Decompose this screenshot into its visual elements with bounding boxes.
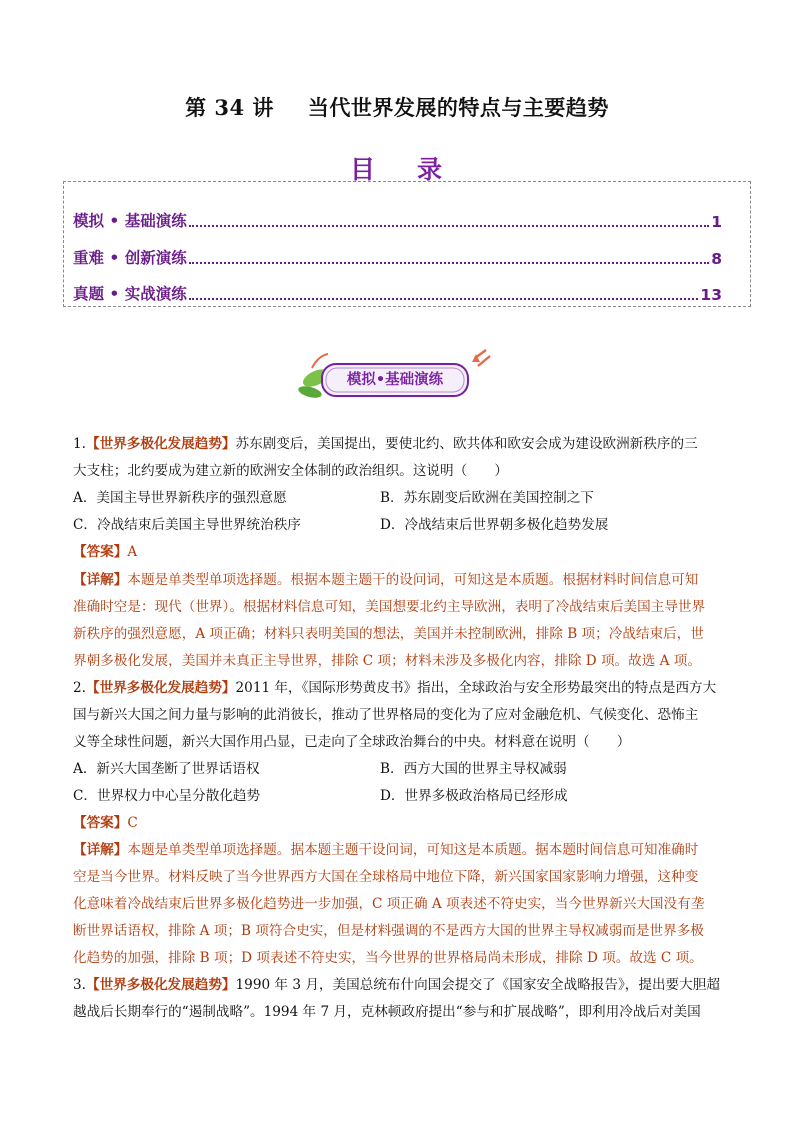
question-1-option-c[interactable]: C．冷战结束后美国主导世界统治秩序 bbox=[73, 517, 301, 533]
question-2-stem-line-3: 义等全球性问题，新兴大国作用凸显，已走向了全球政治舞台的中央。材料意在说明（ ） bbox=[73, 734, 631, 750]
detail-label: 【详解】 bbox=[73, 572, 128, 588]
stem-text: 大支柱；北约要成为建立新的欧洲安全体制的政治组织。这说明（ ） bbox=[73, 463, 508, 479]
answer-value: C bbox=[127, 815, 138, 831]
detail-text: 本题是单类型单项选择题。据本题主题干设问词，可知这是本质题。据本题时间信息可知准确时 bbox=[127, 842, 699, 858]
question-2-answer bbox=[73, 811, 728, 831]
question-1-option-a[interactable]: A．美国主导世界新秩序的强烈意愿 bbox=[73, 490, 287, 506]
question-2-detail-line-5: 化趋势的加强，排除 B 项；D 项表述不符史实，当今世界的世界格局尚未形成，排除 D 项。故选 C 项。 bbox=[73, 950, 703, 966]
toc-box bbox=[63, 181, 751, 307]
question-1-stem-line-1 bbox=[73, 432, 728, 452]
question-2-option-c[interactable]: C．世界权力中心呈分散化趋势 bbox=[73, 788, 261, 804]
toc-item-label: 重难 • 创新演练 bbox=[73, 249, 187, 267]
question-2-option-d[interactable]: D．世界多极政治格局已经形成 bbox=[380, 788, 568, 804]
lecture-title: 当代世界发展的特点与主要趋势 bbox=[307, 95, 609, 120]
toc-item-basic[interactable] bbox=[73, 209, 722, 231]
answer-label: 【答案】 bbox=[73, 544, 128, 560]
question-tag: 【世界多极化发展趋势】 bbox=[85, 680, 236, 696]
question-number: 3. bbox=[73, 977, 86, 993]
stem-text: 苏东剧变后，美国提出，要使北约、欧共体和欧安会成为建设欧洲新秩序的三 bbox=[235, 436, 698, 452]
stem-text: 1990 年 3 月，美国总统布什向国会提交了《国家安全战略报告》，提出要大胆超 bbox=[235, 977, 720, 993]
toc-heading-char-1: 目 bbox=[349, 155, 377, 184]
question-number: 2. bbox=[73, 680, 86, 696]
toc-item-page: 8 bbox=[711, 250, 722, 268]
answer-value: A bbox=[127, 544, 138, 560]
stem-text: 2011 年，《国际形势黄皮书》指出，全球政治与安全形势最突出的特点是西方大 bbox=[235, 680, 717, 696]
question-2-detail-line-2: 空是当今世界。材料反映了当今世界西方大国在全球格局中地位下降，新兴国家国家影响力增强，这种变 bbox=[73, 869, 699, 885]
question-1-answer bbox=[73, 540, 728, 560]
question-1-detail-line-2: 准确时空是：现代（世界）。根据材料信息可知，美国想要北约主导欧洲，表明了冷战结束后美国主导世界 bbox=[73, 599, 706, 615]
toc-heading-char-2: 录 bbox=[417, 155, 445, 184]
question-1-detail-line-3: 新秩序的强烈意愿，A 项正确；材料只表明美国的想法，美国并未控制欧洲，排除 B 项；冷战结束后，世 bbox=[73, 626, 704, 642]
question-2-stem-line-1 bbox=[73, 676, 728, 696]
question-2-option-b[interactable]: B．西方大国的世界主导权减弱 bbox=[380, 761, 567, 777]
question-2-stem-line-2: 国与新兴大国之间力量与影响的此消彼长，推动了世界格局的变化为了应对金融危机、气候变化、恐怖主 bbox=[73, 707, 699, 723]
toc-item-innovation[interactable] bbox=[73, 246, 722, 268]
toc-leader-dots bbox=[189, 262, 710, 264]
answer-label: 【答案】 bbox=[73, 815, 128, 831]
section-banner bbox=[290, 348, 500, 404]
question-1-option-b[interactable]: B．苏东剧变后欧洲在美国控制之下 bbox=[380, 490, 594, 506]
question-1-detail-line-1 bbox=[73, 568, 728, 588]
toc-item-label: 模拟 • 基础演练 bbox=[73, 212, 187, 230]
question-number: 1. bbox=[73, 436, 86, 452]
question-2-detail-line-3: 化意味着冷战结束后世界多极化趋势进一步加强，C 项正确 A 项表述不符史实，当今世界新兴大国没有垄 bbox=[73, 896, 705, 912]
question-1-detail-line-4: 界朝多极化发展，美国并未真正主导世界，排除 C 项；材料未涉及多极化内容，排除 D 项。故选 A 项。 bbox=[73, 653, 701, 669]
detail-text: 本题是单类型单项选择题。根据本题主题干的设问词，可知这是本质题。根据材料时间信息可知 bbox=[127, 572, 699, 588]
toc-leader-dots bbox=[189, 225, 710, 227]
banner-label: 模拟•基础演练 bbox=[346, 372, 444, 388]
toc-item-page: 1 bbox=[711, 213, 722, 231]
question-tag: 【世界多极化发展趋势】 bbox=[85, 436, 236, 452]
toc-item-real-exam[interactable] bbox=[73, 282, 722, 304]
toc-leader-dots bbox=[189, 298, 699, 300]
detail-label: 【详解】 bbox=[73, 842, 128, 858]
lecture-number: 第 34 讲 bbox=[185, 95, 274, 120]
toc-item-label: 真题 • 实战演练 bbox=[73, 285, 187, 303]
question-2-option-a[interactable]: A．新兴大国垄断了世界话语权 bbox=[73, 761, 260, 777]
toc-item-page: 13 bbox=[700, 286, 722, 304]
question-1-option-d[interactable]: D．冷战结束后世界朝多极化趋势发展 bbox=[380, 517, 609, 533]
question-2-detail-line-1 bbox=[73, 838, 728, 858]
question-1-stem-line-2 bbox=[73, 459, 728, 479]
question-2-detail-line-4: 断世界话语权，排除 A 项；B 项符合史实，但是材料强调的不是西方大国的世界主导权减弱而是世界多极 bbox=[73, 923, 704, 939]
arrow-decoration-icon bbox=[472, 350, 490, 366]
question-tag: 【世界多极化发展趋势】 bbox=[85, 977, 236, 993]
question-3-stem-line-1 bbox=[73, 973, 728, 993]
question-3-stem-line-2: 越战后长期奉行的“遏制战略”。1994 年 7 月，克林顿政府提出“参与和扩展战略”，即利用冷战后对美国 bbox=[73, 1004, 701, 1020]
page-title bbox=[0, 92, 794, 122]
